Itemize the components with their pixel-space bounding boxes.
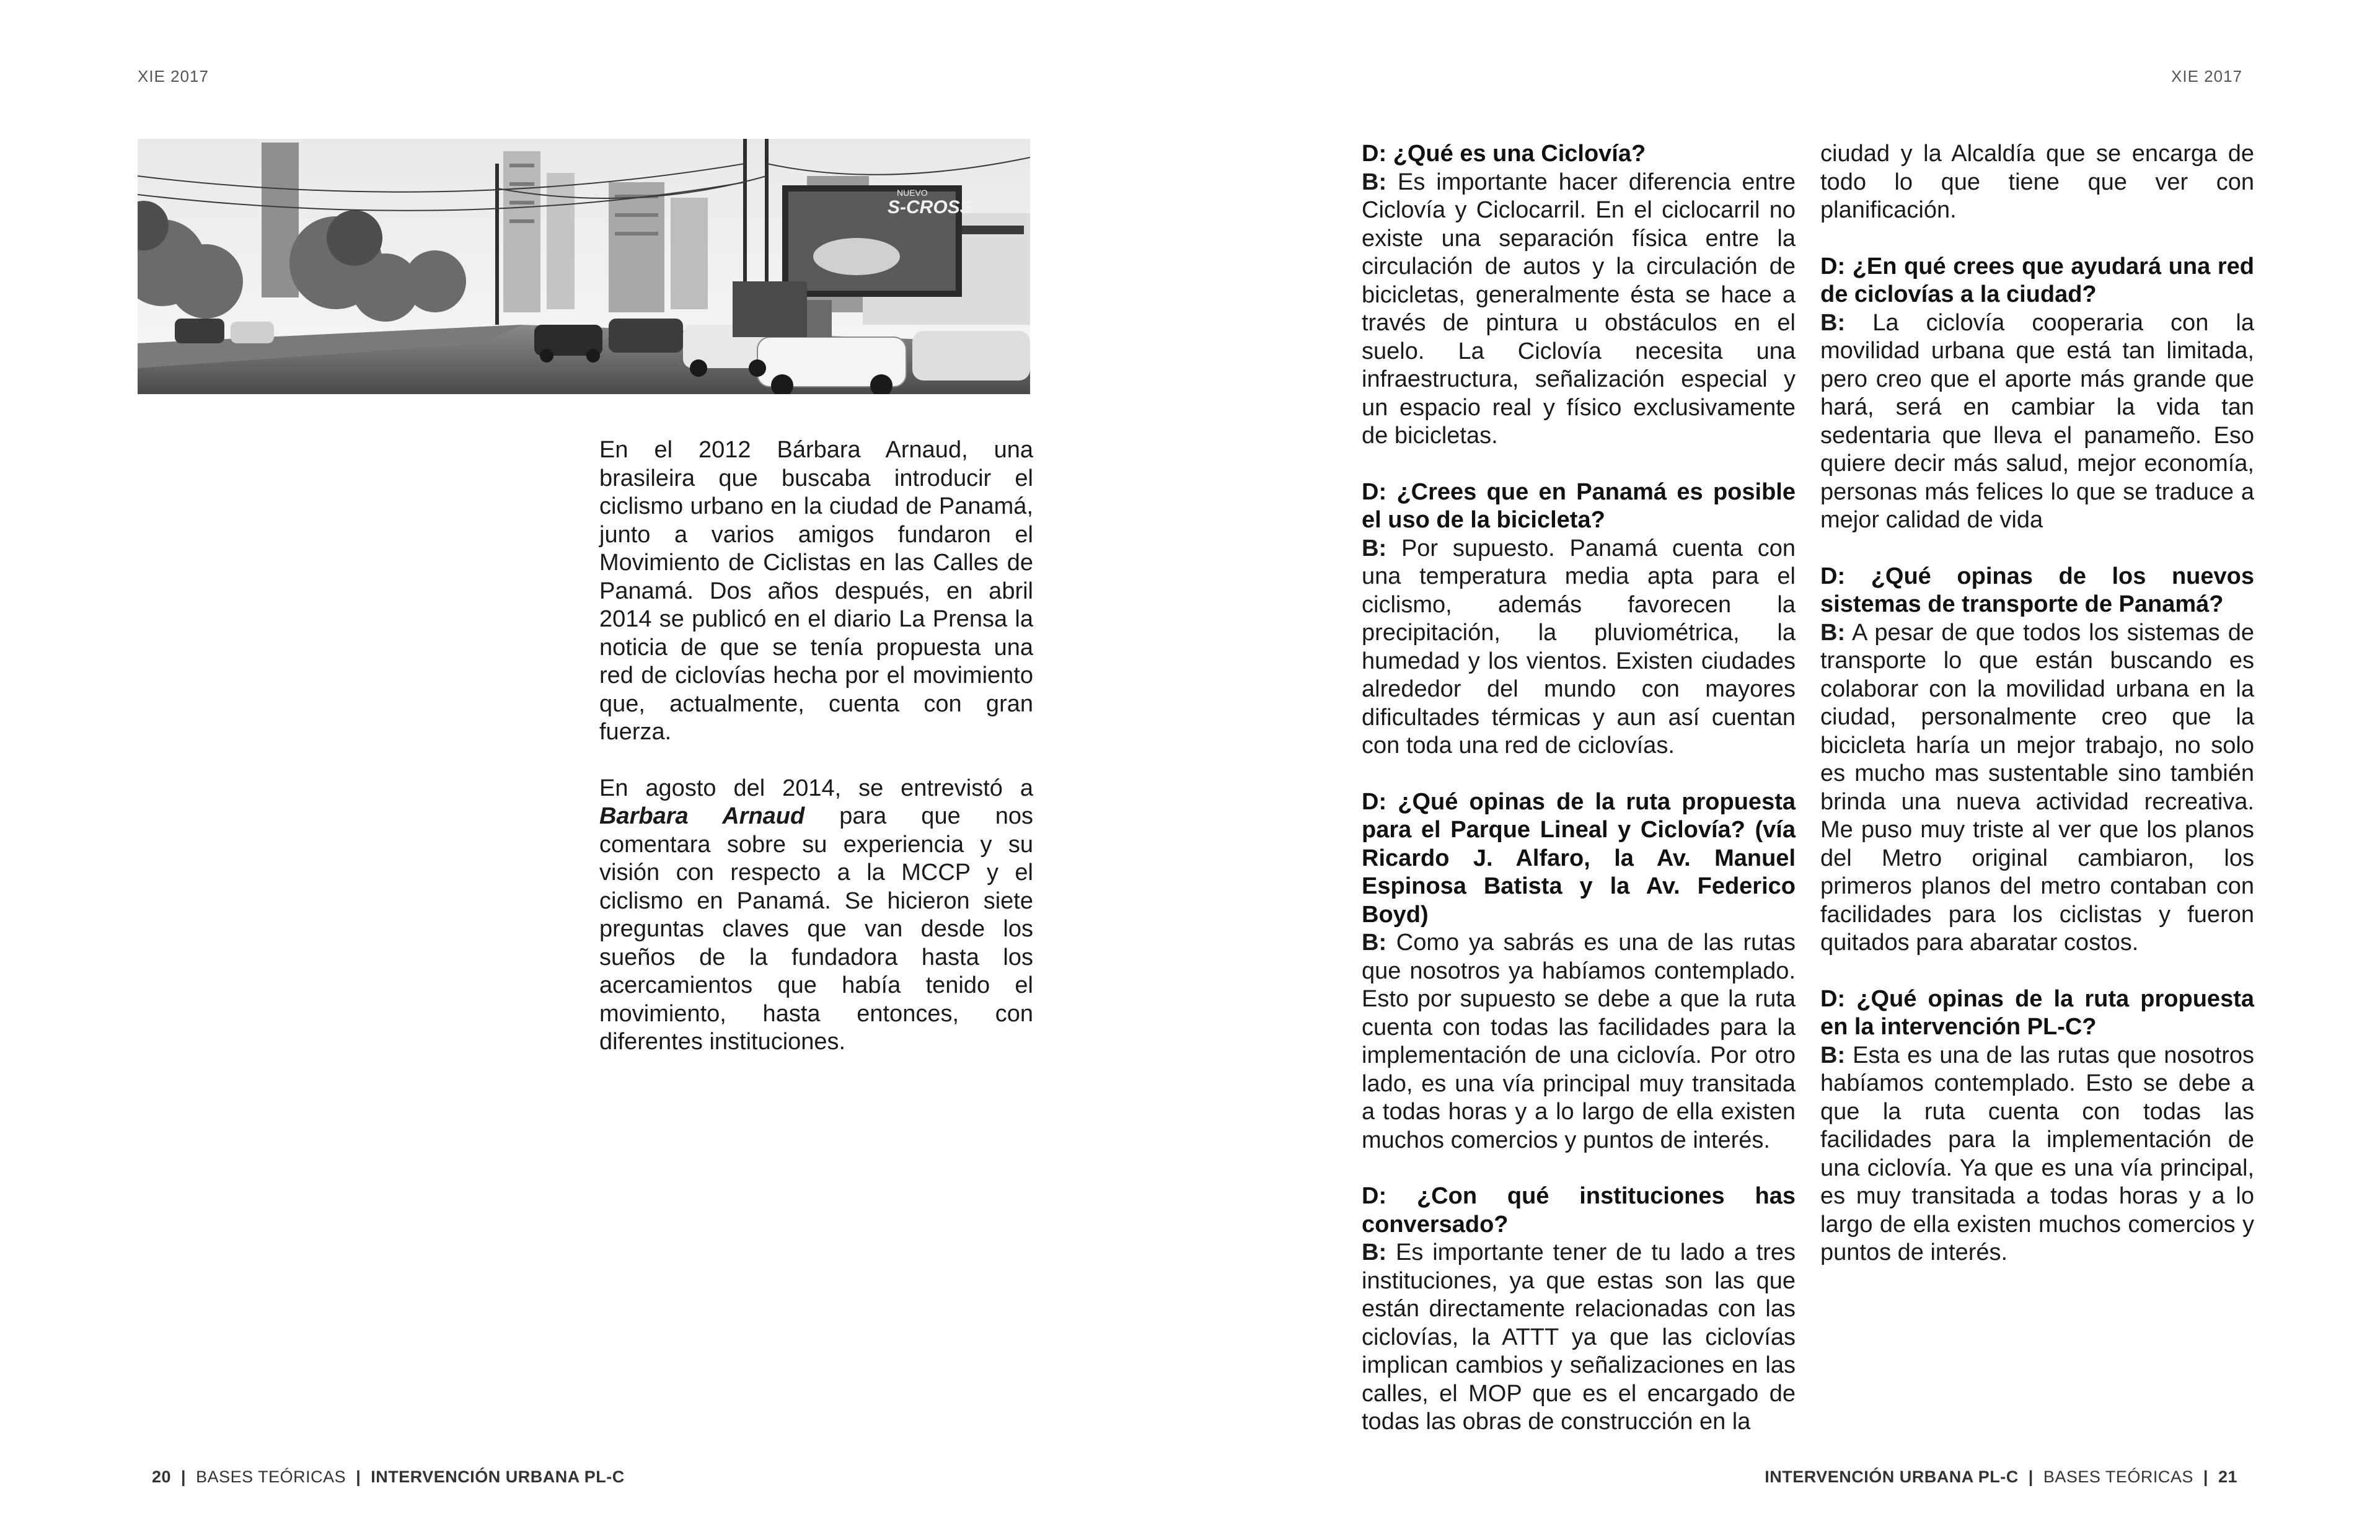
answer-5 — [1820, 309, 2254, 535]
running-header-right: XIE 2017 — [2171, 67, 2242, 86]
question-4: D: ¿Con qué instituciones has conversado? — [1362, 1183, 1796, 1238]
answer-label: B: — [1820, 1042, 1846, 1068]
qa-block-2 — [1362, 478, 1796, 760]
question-1: D: ¿Qué es una Ciclovía? — [1362, 141, 1646, 167]
footer-title: INTERVENCIÓN URBANA PL-C — [371, 1467, 625, 1486]
interview-column-right — [1820, 140, 2254, 1267]
intro-p2-end: para que nos comentara sobre su experiencia y su visión con respecto a la MCCP y el ciclismo en Panamá. Se hicieron siete preguntas claves que van desde los sueños de la fundadora hasta los acercamientos que había tenido el movimiento, hasta entonces, con diferentes instituciones. — [599, 803, 1033, 1055]
qa-block-4-continued — [1820, 140, 2254, 225]
answer-label: B: — [1820, 309, 1846, 336]
street-photo — [138, 139, 1030, 394]
question-3: D: ¿Qué opinas de la ruta propuesta para el Parque Lineal y Ciclovía? (vía Ricardo J. Alfaro, la Av. Manuel Espinosa Batista y la Av. Federico Boyd) — [1362, 788, 1796, 928]
footer-separator: | — [356, 1467, 361, 1486]
answer-4-continued: ciudad y la Alcaldía que se encarga de todo lo que tiene que ver con planificación. — [1820, 141, 2254, 223]
answer-label: B: — [1820, 619, 1846, 646]
qa-block-7 — [1820, 985, 2254, 1267]
footer-right — [1765, 1467, 2237, 1487]
page-number-left: 20 — [152, 1467, 172, 1486]
answer-label: B: — [1362, 1239, 1387, 1265]
answer-label: B: — [1362, 169, 1387, 195]
qa-block-3 — [1362, 788, 1796, 1155]
answer-7 — [1820, 1042, 2254, 1267]
interview-column-left — [1362, 140, 1796, 1437]
qa-block-4 — [1362, 1182, 1796, 1437]
answer-7-text: Esta es una de las rutas que nosotros habíamos contemplado. Esto se debe a que la ruta cuenta con todas las facilidades para la implementación de una ciclovía. Ya que es una vía principal, es muy transitada a todas horas y a lo largo de ella existen muchos comercios y puntos de interés. — [1820, 1042, 2254, 1265]
intro-paragraph-1: En el 2012 Bárbara Arnaud, una brasileira que buscaba introducir el ciclismo urbano en la ciudad de Panamá, junto a varios amigos fundaron el Movimiento de Ciclistas en las Calles de Panamá. Dos años después, en abril 2014 se publicó en el diario La Prensa la noticia de que se tenía propuesta una red de ciclovías hecha por el movimiento que, actualmente, cuenta con gran fuerza. — [599, 437, 1033, 745]
answer-3-text: Como ya sabrás es una de las rutas que nosotros ya habíamos contemplado. Esto por supuesto se debe a que la ruta cuenta con todas las facilidades para la implementación de una ciclovía. Por otro lado, es una vía principal muy transitada a todas horas y a lo largo de ella existen muchos comercios y puntos de interés. — [1362, 930, 1796, 1153]
intro-paragraph-2 — [599, 775, 1033, 1057]
answer-4 — [1362, 1239, 1796, 1437]
answer-label: B: — [1362, 535, 1387, 561]
question-6: D: ¿Qué opinas de los nuevos sistemas de transporte de Panamá? — [1820, 563, 2254, 617]
footer-left — [152, 1467, 625, 1487]
answer-1 — [1362, 169, 1796, 451]
intro-p2-start: En agosto del 2014, se entrevistó a — [599, 775, 1033, 801]
qa-block-6 — [1820, 563, 2254, 957]
answer-3 — [1362, 929, 1796, 1155]
footer-title: INTERVENCIÓN URBANA PL-C — [1765, 1467, 2019, 1486]
billboard-text: S-CROSS — [888, 197, 972, 218]
interviewee-name: Barbara Arnaud — [599, 803, 805, 829]
answer-5-text: La ciclovía cooperaria con la movilidad urbana que está tan limitada, pero creo que el aporte más grande que hará, será en cambiar la vida tan sedentaria que lleva el panameño. Eso quiere decir más salud, mejor economía, personas más felices lo que se traduce a mejor calidad de vida — [1820, 309, 2254, 533]
answer-2 — [1362, 535, 1796, 760]
answer-6 — [1820, 619, 2254, 957]
running-header-left: XIE 2017 — [138, 67, 209, 86]
answer-label: B: — [1362, 930, 1387, 956]
question-5: D: ¿En qué crees que ayudará una red de ciclovías a la ciudad? — [1820, 253, 2254, 307]
intro-text — [599, 436, 1033, 1057]
footer-separator: | — [2028, 1467, 2034, 1486]
question-7: D: ¿Qué opinas de la ruta propuesta en la intervención PL-C? — [1820, 985, 2254, 1040]
footer-separator: | — [2203, 1467, 2208, 1486]
footer-section: BASES TEÓRICAS — [196, 1467, 346, 1486]
qa-block-1 — [1362, 140, 1796, 451]
answer-1-text: Es importante hacer diferencia entre Ciclovía y Ciclocarril. En el ciclocarril no existe una separación física entre la circulación de autos y la circulación de bicicletas, generalmente ésta se hace a través de pintura u obstáculos en el suelo. La Ciclovía necesita una infraestructura, señalización especial y un espacio real y físico exclusivamente de bicicletas. — [1362, 169, 1796, 449]
question-2: D: ¿Crees que en Panamá es posible el uso de la bicicleta? — [1362, 478, 1796, 533]
answer-2-text: Por supuesto. Panamá cuenta con una temperatura media apta para el ciclismo, además favorecen la precipitación, la pluviométrica, la humedad y los vientos. Existen ciudades alrededor del mundo con mayores dificultades térmicas y aun así cuentan con toda una red de ciclovías. — [1362, 535, 1796, 759]
answer-4-text: Es importante tener de tu lado a tres instituciones, ya que estas son las que están directamente relacionadas con las ciclovías, la ATTT ya que las ciclovías implican cambios y señalizaciones en las calles, el MOP que es el encargado de todas las obras de construcción en la — [1362, 1239, 1796, 1435]
footer-separator: | — [181, 1467, 187, 1486]
footer-section: BASES TEÓRICAS — [2043, 1467, 2193, 1486]
billboard-small-text: NUEVO — [897, 188, 928, 198]
qa-block-5 — [1820, 253, 2254, 535]
page-number-right: 21 — [2218, 1467, 2237, 1486]
answer-6-text: A pesar de que todos los sistemas de transporte lo que están buscando es colaborar con la movilidad urbana en la ciudad, personalmente creo que la bicicleta haría un mejor trabajo, no solo es mucho mas sustentable sino también brinda una nueva actividad recreativa. Me puso muy triste al ver que los planos del Metro original cambiaron, los primeros planos del metro contaban con facilidades para los ciclistas y fueron quitados para abaratar costos. — [1820, 619, 2254, 956]
